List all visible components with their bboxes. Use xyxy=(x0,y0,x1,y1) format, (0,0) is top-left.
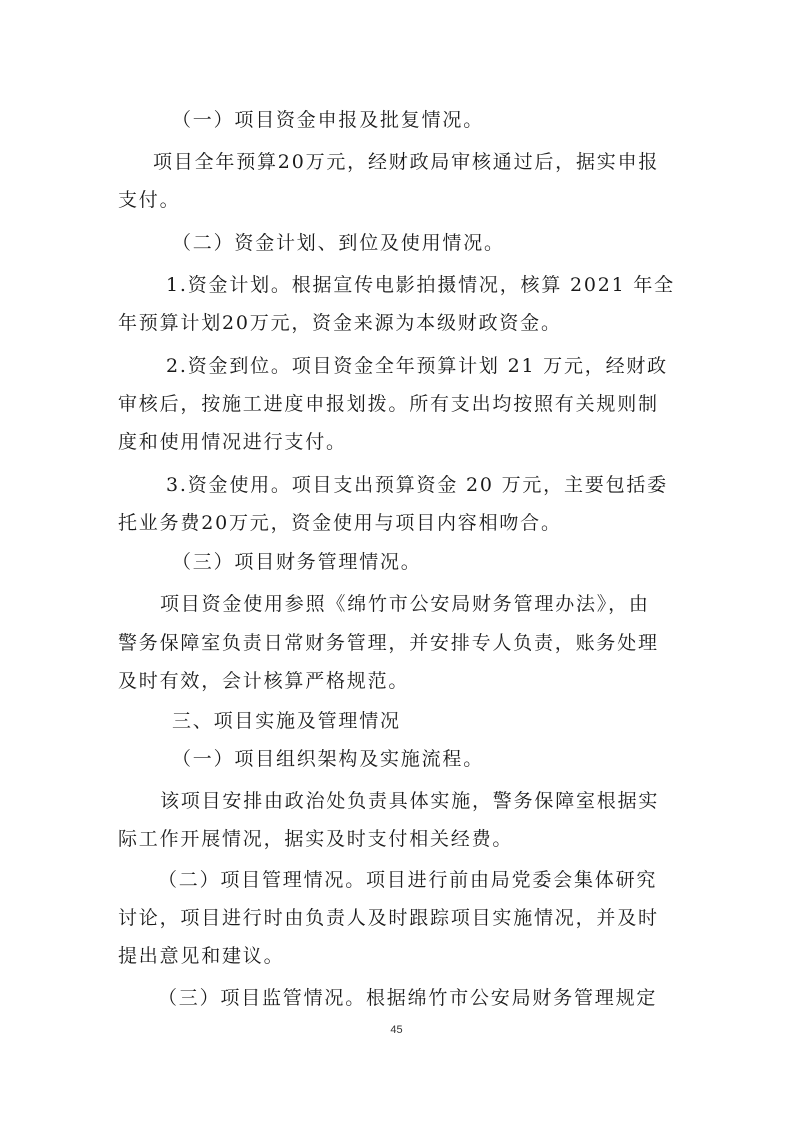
paragraph-line: 及时有效，会计核算严格规范。 xyxy=(118,670,410,692)
paragraph-line: 3.资金使用。项目支出预算资金 20 万元，主要包括委 xyxy=(166,474,668,496)
paragraph-line: 支付。 xyxy=(118,189,181,211)
paragraph-line: 警务保障室负责日常财务管理，并安排专人负责，账务处理 xyxy=(118,632,659,654)
page-number: 45 xyxy=(390,1024,403,1036)
paragraph-line: （三）项目监管情况。根据绵竹市公安局财务管理规定 xyxy=(158,987,658,1009)
subheading-3: （三）项目财务管理情况。 xyxy=(172,551,422,573)
subheading-4: （一）项目组织架构及实施流程。 xyxy=(172,748,485,770)
paragraph-line: 审核后，按施工进度申报划拨。所有支出均按照有关规则制 xyxy=(118,393,659,415)
paragraph-line: 际工作开展情况，据实及时支付相关经费。 xyxy=(118,828,514,850)
paragraph-line: 该项目安排由政治处负责具体实施，警务保障室根据实 xyxy=(160,790,660,812)
paragraph-line: 项目资金使用参照《绵竹市公安局财务管理办法》，由 xyxy=(160,593,650,615)
paragraph-line: 提出意见和建议。 xyxy=(118,945,285,967)
subheading-2: （二）资金计划、到位及使用情况。 xyxy=(172,232,505,254)
paragraph-line: 年预算计划20万元，资金来源为本级财政资金。 xyxy=(118,312,562,334)
paragraph-line: 1.资金计划。根据宣传电影拍摄情况，核算 2021 年全 xyxy=(166,274,675,296)
paragraph-line: 度和使用情况进行支付。 xyxy=(118,431,347,453)
section-heading: 三、项目实施及管理情况 xyxy=(172,710,401,732)
subheading-1: （一）项目资金申报及批复情况。 xyxy=(172,109,485,131)
paragraph-line: 2.资金到位。项目资金全年预算计划 21 万元，经财政 xyxy=(166,355,668,377)
paragraph-line: 托业务费20万元，资金使用与项目内容相吻合。 xyxy=(118,512,562,534)
paragraph-line: 项目全年预算20万元，经财政局审核通过后，据实申报 xyxy=(153,151,660,173)
paragraph-line: 讨论，项目进行时由负责人及时跟踪项目实施情况，并及时 xyxy=(118,907,659,929)
paragraph-line: （二）项目管理情况。项目进行前由局党委会集体研究 xyxy=(158,869,658,891)
